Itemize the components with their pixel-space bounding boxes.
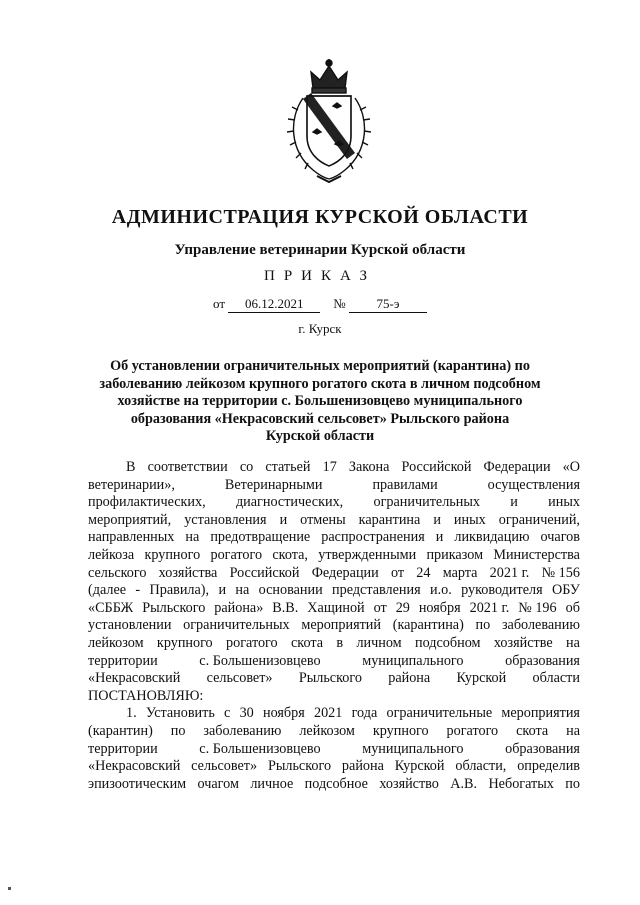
body-word: Федерации <box>483 459 551 475</box>
body-word: по <box>475 617 491 634</box>
document-date: 06.12.2021 <box>228 296 320 313</box>
body-word: «Некрасовский <box>88 670 181 687</box>
body-word: В.В. <box>272 599 299 616</box>
body-word: иных <box>453 511 486 528</box>
body-line <box>88 758 580 776</box>
body-word: Ветеринарными <box>224 476 323 493</box>
body-word: на <box>185 529 200 546</box>
body-word: распространения <box>321 529 425 546</box>
body-word: и.о. <box>429 582 452 599</box>
subject-line: хозяйстве на территории с. Большенизовцево муниципального <box>117 393 523 409</box>
body-word: Федерации <box>311 564 379 581</box>
date-number-line <box>0 296 640 313</box>
body-word: осуществления <box>487 476 580 493</box>
body-word: Рыльского <box>142 599 206 616</box>
department-subtitle: Управление ветеринарии Курской области <box>174 242 466 258</box>
body-word: ноября <box>418 599 461 616</box>
body-word: мероприятия <box>501 705 580 722</box>
body-word: «Некрасовский <box>88 758 181 775</box>
subject-line: образования «Некрасовский сельсовет» Рыльского района <box>130 410 510 427</box>
number-label: № <box>333 296 346 311</box>
body-word: - <box>135 582 141 599</box>
body-word: предотвращение <box>210 529 311 546</box>
body-word: статьей <box>265 459 311 475</box>
body-word: лейкозом <box>299 722 355 739</box>
body-word: лейкозом <box>88 634 144 651</box>
body-word: личное <box>250 775 294 792</box>
body-word: года <box>351 705 378 722</box>
body-word: и <box>510 494 518 511</box>
body-word: А.В. <box>450 775 478 792</box>
body-word: от <box>373 599 387 616</box>
body-word: с. Большенизовцево <box>199 740 321 757</box>
organization-title: АДМИНИСТРАЦИЯ КУРСКОЙ ОБЛАСТИ <box>111 206 529 228</box>
body-word: основании <box>258 582 323 599</box>
body-word: заболеванию <box>203 722 282 739</box>
body-word: 17 <box>322 459 337 475</box>
document-number: 75-э <box>349 296 427 313</box>
document-type-heading: ПРИКАЗ <box>264 268 376 284</box>
body-word: области <box>532 670 580 687</box>
body-word: территории <box>88 652 158 669</box>
body-word: отмены <box>300 511 346 528</box>
body-word: эпизоотическим <box>88 775 187 792</box>
body-word: об <box>565 599 580 616</box>
body-word: крупного <box>372 722 429 739</box>
body-word: № 196 <box>518 599 557 616</box>
body-word: мероприятий <box>301 617 381 634</box>
body-word: представления <box>332 582 421 599</box>
body-line <box>88 547 580 565</box>
body-line <box>88 477 580 495</box>
body-word: скота, <box>272 546 308 563</box>
body-word: хозяйства <box>158 564 218 581</box>
body-word: муниципального <box>362 740 464 757</box>
body-word: Курской <box>394 758 445 775</box>
body-word: Хащиной <box>307 599 365 616</box>
subject-line: Курской области <box>265 428 375 444</box>
body-word: по <box>565 775 580 792</box>
body-word: утвержденными <box>318 546 417 563</box>
body-word: территории <box>88 740 158 757</box>
body-word: 2021 г. <box>469 599 510 616</box>
body-word: ограничений, <box>498 511 580 528</box>
body-word: Небогатых <box>488 775 554 792</box>
body-word: Российской <box>401 459 472 475</box>
body-word: личном <box>356 634 402 651</box>
body-word: диагностических, <box>235 494 344 511</box>
body-word: (карантина) <box>392 617 464 634</box>
body-word: установлении <box>88 617 172 634</box>
body-word: Рыльского <box>267 758 332 775</box>
body-word: района» <box>214 599 264 616</box>
body-line <box>88 653 580 671</box>
body-word: 30 <box>239 705 254 722</box>
body-word: правилами <box>372 476 438 493</box>
body-line <box>88 494 580 512</box>
body-word: руководителя <box>461 582 543 599</box>
body-word: муниципального <box>362 652 464 669</box>
body-word: 2021 <box>313 705 343 722</box>
body-word: крупного <box>144 546 201 563</box>
body-word: В <box>126 459 136 475</box>
kursk-coat-of-arms-emblem <box>283 58 375 186</box>
body-word: скота <box>290 634 324 651</box>
body-word: очагом <box>197 775 239 792</box>
body-line <box>88 776 580 794</box>
body-word: сельского <box>88 564 147 581</box>
body-word: крупного <box>156 634 213 651</box>
body-word: ПОСТАНОВЛЯЮ: <box>88 687 204 704</box>
body-word: Курской <box>456 670 507 687</box>
body-line <box>88 459 580 477</box>
subject-line: заболеванию лейкозом крупного рогатого скота в личном подсобном <box>99 375 541 392</box>
scan-speck <box>8 887 11 890</box>
body-word: образования <box>505 740 580 757</box>
body-word: 2021 г. <box>489 564 530 581</box>
body-word: Российской <box>229 564 300 581</box>
body-word: марта <box>442 564 478 581</box>
body-word: Закона <box>348 459 390 475</box>
body-word: «О <box>562 459 580 475</box>
body-word: Правила), <box>149 582 210 599</box>
body-word: лейкоза <box>88 546 135 563</box>
body-word: на <box>235 582 250 599</box>
body-word: заболеванию <box>501 617 580 634</box>
body-word: (далее <box>88 582 127 599</box>
body-line <box>88 565 580 583</box>
body-word: с <box>224 705 231 722</box>
body-word: ограничительных <box>373 494 480 511</box>
body-word: и <box>279 511 288 528</box>
body-line <box>88 670 580 688</box>
body-word: от <box>390 564 405 581</box>
body-word: и <box>435 529 444 546</box>
body-word: со <box>239 459 254 475</box>
body-word: образования <box>505 652 580 669</box>
date-label: от <box>213 296 226 311</box>
body-word: карантина <box>358 511 421 528</box>
body-word: сельсовет» <box>206 670 273 687</box>
body-word: приказом <box>426 546 484 563</box>
order-subject <box>0 358 640 446</box>
body-word: ноября <box>262 705 305 722</box>
body-word: сельсовет» <box>191 758 258 775</box>
body-word: ограничительных <box>183 617 290 634</box>
body-word: ОБУ <box>551 582 580 599</box>
body-line <box>88 600 580 618</box>
body-word: мероприятий, <box>88 511 172 528</box>
body-word: установления <box>184 511 267 528</box>
body-word: 1. <box>126 705 137 722</box>
body-word: рогатого <box>226 634 278 651</box>
body-line <box>88 723 580 741</box>
body-word: хозяйстве <box>493 634 553 651</box>
body-line <box>88 617 580 635</box>
body-word: «СББЖ <box>88 599 134 616</box>
body-line <box>88 705 580 723</box>
body-word: профилактических, <box>88 494 206 511</box>
body-word: области, <box>455 758 507 775</box>
body-line <box>88 635 580 653</box>
body-word: Рыльского <box>298 670 362 687</box>
body-word: очагов <box>540 529 580 546</box>
body-word: в <box>336 634 344 651</box>
body-word: ветеринарии», <box>88 476 175 493</box>
body-word: подсобное <box>304 775 368 792</box>
body-line <box>88 512 580 530</box>
body-word: рогатого <box>446 722 499 739</box>
body-line <box>88 582 580 600</box>
body-word: иных <box>548 494 580 511</box>
body-word: подсобном <box>415 634 481 651</box>
body-word: района <box>388 670 431 687</box>
body-word: Установить <box>145 705 215 722</box>
body-word: с. Большенизовцево <box>199 652 321 669</box>
body-word: на <box>566 722 580 739</box>
body-word: Министерства <box>493 546 580 563</box>
order-body-text <box>88 459 580 793</box>
body-word: направленных <box>88 529 175 546</box>
body-word: на <box>566 634 580 651</box>
body-word: хозяйство <box>379 775 439 792</box>
body-line <box>88 688 580 706</box>
body-word: и <box>218 582 227 599</box>
body-word: рогатого <box>210 546 263 563</box>
body-word: 24 <box>416 564 431 581</box>
body-word: и <box>433 511 441 528</box>
body-line <box>88 529 580 547</box>
body-word: определив <box>517 758 580 775</box>
subject-line: Об установлении ограничительных мероприятий (карантина) по <box>110 358 530 374</box>
body-word: № 156 <box>541 564 580 581</box>
body-word: скота <box>516 722 549 739</box>
body-word: (карантин) <box>88 722 153 739</box>
body-word: по <box>170 722 186 739</box>
body-word: соответствии <box>147 459 228 475</box>
body-word: ограничительные <box>386 705 493 722</box>
body-word: 29 <box>395 599 410 616</box>
body-word: района <box>341 758 384 775</box>
body-word: ликвидацию <box>454 529 530 546</box>
body-line <box>88 741 580 759</box>
city-line: г. Курск <box>298 321 342 336</box>
